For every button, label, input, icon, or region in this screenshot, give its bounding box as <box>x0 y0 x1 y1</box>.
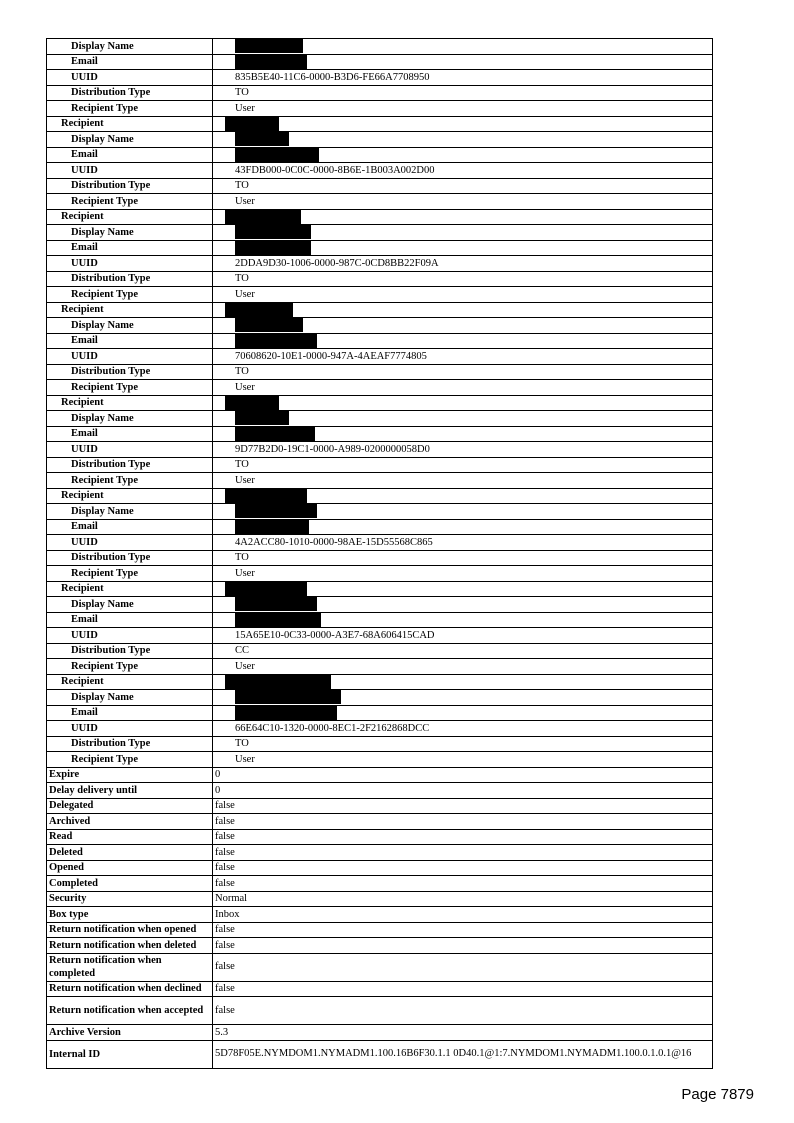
table-row <box>47 488 713 504</box>
table-row <box>47 798 713 814</box>
field-label: Internal ID <box>47 1040 213 1068</box>
redaction-block <box>235 334 317 348</box>
field-value: 43FDB000-0C0C-0000-8B6E-1B003A002D00 <box>213 163 713 179</box>
table-row <box>47 736 713 752</box>
field-label: Delegated <box>47 798 213 814</box>
field-value: 70608620-10E1-0000-947A-4AEAF7774805 <box>213 349 713 365</box>
field-label: Read <box>47 829 213 845</box>
redaction-block <box>225 582 307 596</box>
table-row <box>47 612 713 628</box>
field-label: UUID <box>47 442 213 458</box>
table-row <box>47 411 713 427</box>
field-label: Email <box>47 240 213 256</box>
field-value: TO <box>213 457 713 473</box>
field-value: false <box>213 829 713 845</box>
table-row <box>47 178 713 194</box>
field-value: false <box>213 938 713 954</box>
field-label: Distribution Type <box>47 550 213 566</box>
redaction-block <box>225 396 279 410</box>
table-row <box>47 163 713 179</box>
field-label: Distribution Type <box>47 271 213 287</box>
field-label: Email <box>47 426 213 442</box>
field-label: Recipient Type <box>47 659 213 675</box>
field-value: false <box>213 814 713 830</box>
table-row <box>47 225 713 241</box>
table-row <box>47 132 713 148</box>
field-label: Display Name <box>47 411 213 427</box>
table-row <box>47 953 713 981</box>
field-label: Display Name <box>47 597 213 613</box>
field-label: Recipient <box>47 674 213 690</box>
field-label: Recipient Type <box>47 473 213 489</box>
field-value: User <box>213 752 713 768</box>
redaction-block <box>235 520 309 534</box>
field-value: false <box>213 997 713 1025</box>
table-row <box>47 364 713 380</box>
field-label: Archive Version <box>47 1025 213 1041</box>
table-row <box>47 597 713 613</box>
table-row <box>47 194 713 210</box>
table-row <box>47 240 713 256</box>
table-row <box>47 504 713 520</box>
field-value-redacted <box>213 519 713 535</box>
field-label: UUID <box>47 70 213 86</box>
field-label: Return notification when completed <box>47 953 213 981</box>
properties-table-body <box>47 39 713 1069</box>
table-row <box>47 271 713 287</box>
field-label: Distribution Type <box>47 85 213 101</box>
field-label: Recipient Type <box>47 380 213 396</box>
field-label: Box type <box>47 907 213 923</box>
field-label: Display Name <box>47 132 213 148</box>
table-row <box>47 566 713 582</box>
table-row <box>47 39 713 55</box>
field-value-redacted <box>213 705 713 721</box>
redaction-block <box>235 225 311 239</box>
field-value-redacted <box>213 225 713 241</box>
redaction-block <box>235 132 289 146</box>
field-value: false <box>213 845 713 861</box>
table-row <box>47 783 713 799</box>
field-value-redacted <box>213 674 713 690</box>
field-value: User <box>213 194 713 210</box>
field-value: false <box>213 981 713 997</box>
redaction-block <box>235 39 303 53</box>
field-label: Expire <box>47 767 213 783</box>
table-row <box>47 922 713 938</box>
table-row <box>47 643 713 659</box>
field-label: Return notification when opened <box>47 922 213 938</box>
field-label: Recipient Type <box>47 194 213 210</box>
field-value: 0 <box>213 767 713 783</box>
field-value-redacted <box>213 132 713 148</box>
redaction-block <box>225 210 301 224</box>
field-value-redacted <box>213 116 713 132</box>
table-row <box>47 814 713 830</box>
table-row <box>47 442 713 458</box>
table-row <box>47 659 713 675</box>
field-label: Security <box>47 891 213 907</box>
table-row <box>47 209 713 225</box>
field-label: Distribution Type <box>47 643 213 659</box>
redaction-block <box>235 318 303 332</box>
field-value-redacted <box>213 504 713 520</box>
field-value: TO <box>213 85 713 101</box>
field-value: false <box>213 953 713 981</box>
table-row <box>47 101 713 117</box>
table-row <box>47 473 713 489</box>
field-label: UUID <box>47 163 213 179</box>
field-value-redacted <box>213 690 713 706</box>
redaction-block <box>235 148 319 162</box>
field-value: User <box>213 101 713 117</box>
field-value: 835B5E40-11C6-0000-B3D6-FE66A7708950 <box>213 70 713 86</box>
field-value-redacted <box>213 54 713 70</box>
redaction-block <box>225 489 307 503</box>
redaction-block <box>225 303 293 317</box>
field-value: 2DDA9D30-1006-0000-987C-0CD8BB22F09A <box>213 256 713 272</box>
field-value-redacted <box>213 318 713 334</box>
redaction-block <box>235 597 317 611</box>
field-value: 4A2ACC80-1010-0000-98AE-15D55568C865 <box>213 535 713 551</box>
table-row <box>47 581 713 597</box>
table-row <box>47 116 713 132</box>
field-value: 5D78F05E.NYMDOM1.NYMADM1.100.16B6F30.1.1 0D40.1@1:7.NYMDOM1.NYMADM1.100.0.1.0.1@16 <box>213 1040 713 1068</box>
redaction-block <box>225 675 331 689</box>
page-number: Page 7879 <box>681 1086 754 1103</box>
table-row <box>47 1025 713 1041</box>
table-row <box>47 54 713 70</box>
table-row <box>47 147 713 163</box>
table-row <box>47 519 713 535</box>
field-value-redacted <box>213 426 713 442</box>
field-value: 15A65E10-0C33-0000-A3E7-68A606415CAD <box>213 628 713 644</box>
table-row <box>47 85 713 101</box>
field-label: Display Name <box>47 39 213 55</box>
field-value: false <box>213 876 713 892</box>
field-value-redacted <box>213 612 713 628</box>
field-value-redacted <box>213 411 713 427</box>
field-value-redacted <box>213 39 713 55</box>
field-label: Email <box>47 54 213 70</box>
field-label: Recipient Type <box>47 566 213 582</box>
field-value: TO <box>213 271 713 287</box>
field-label: Recipient <box>47 581 213 597</box>
table-row <box>47 256 713 272</box>
table-row <box>47 426 713 442</box>
field-label: Recipient Type <box>47 287 213 303</box>
redaction-block <box>235 411 289 425</box>
field-label: Display Name <box>47 318 213 334</box>
field-label: Distribution Type <box>47 457 213 473</box>
field-value: TO <box>213 178 713 194</box>
field-value: User <box>213 473 713 489</box>
field-value: false <box>213 922 713 938</box>
field-value: User <box>213 380 713 396</box>
table-row <box>47 457 713 473</box>
field-value: false <box>213 798 713 814</box>
table-row <box>47 845 713 861</box>
table-row <box>47 829 713 845</box>
table-row <box>47 876 713 892</box>
table-row <box>47 70 713 86</box>
field-label: Delay delivery until <box>47 783 213 799</box>
field-value: 0 <box>213 783 713 799</box>
table-row <box>47 997 713 1025</box>
field-value: 5.3 <box>213 1025 713 1041</box>
table-row <box>47 752 713 768</box>
field-value: Normal <box>213 891 713 907</box>
table-row <box>47 907 713 923</box>
field-label: UUID <box>47 349 213 365</box>
field-value: CC <box>213 643 713 659</box>
field-value: 9D77B2D0-19C1-0000-A989-0200000058D0 <box>213 442 713 458</box>
field-label: Return notification when declined <box>47 981 213 997</box>
field-label: Archived <box>47 814 213 830</box>
table-row <box>47 674 713 690</box>
field-value-redacted <box>213 302 713 318</box>
redaction-block <box>235 427 315 441</box>
field-label: Distribution Type <box>47 178 213 194</box>
field-label: Display Name <box>47 690 213 706</box>
field-label: Email <box>47 519 213 535</box>
field-label: Recipient <box>47 488 213 504</box>
table-row <box>47 287 713 303</box>
table-row <box>47 938 713 954</box>
field-value-redacted <box>213 581 713 597</box>
field-value: User <box>213 659 713 675</box>
field-label: Opened <box>47 860 213 876</box>
field-label: Recipient <box>47 116 213 132</box>
redaction-block <box>235 55 307 69</box>
field-value: User <box>213 287 713 303</box>
field-label: Recipient <box>47 209 213 225</box>
field-label: Deleted <box>47 845 213 861</box>
field-label: Return notification when accepted <box>47 997 213 1025</box>
field-value-redacted <box>213 333 713 349</box>
field-label: Recipient Type <box>47 101 213 117</box>
field-label: Display Name <box>47 225 213 241</box>
field-value: TO <box>213 550 713 566</box>
table-row <box>47 767 713 783</box>
field-label: Recipient <box>47 395 213 411</box>
field-value: Inbox <box>213 907 713 923</box>
table-row <box>47 550 713 566</box>
redaction-block <box>235 690 341 704</box>
redaction-block <box>225 117 279 131</box>
table-row <box>47 349 713 365</box>
field-value-redacted <box>213 209 713 225</box>
field-label: UUID <box>47 628 213 644</box>
field-label: UUID <box>47 535 213 551</box>
table-row <box>47 860 713 876</box>
table-row <box>47 981 713 997</box>
field-label: Return notification when deleted <box>47 938 213 954</box>
field-value-redacted <box>213 147 713 163</box>
redaction-block <box>235 504 317 518</box>
field-value-redacted <box>213 597 713 613</box>
field-label: Display Name <box>47 504 213 520</box>
field-value: User <box>213 566 713 582</box>
field-label: Email <box>47 147 213 163</box>
field-label: UUID <box>47 256 213 272</box>
table-row <box>47 705 713 721</box>
field-value: TO <box>213 736 713 752</box>
table-row <box>47 333 713 349</box>
redaction-block <box>235 706 337 720</box>
field-label: Email <box>47 705 213 721</box>
table-row <box>47 535 713 551</box>
field-value: TO <box>213 364 713 380</box>
redaction-block <box>235 613 321 627</box>
field-label: Distribution Type <box>47 364 213 380</box>
table-row <box>47 380 713 396</box>
redaction-block <box>235 241 311 255</box>
field-label: Recipient <box>47 302 213 318</box>
field-value-redacted <box>213 488 713 504</box>
table-row <box>47 318 713 334</box>
field-label: UUID <box>47 721 213 737</box>
field-label: Recipient Type <box>47 752 213 768</box>
table-row <box>47 302 713 318</box>
field-label: Email <box>47 333 213 349</box>
field-value: false <box>213 860 713 876</box>
field-label: Distribution Type <box>47 736 213 752</box>
table-row <box>47 690 713 706</box>
table-row <box>47 1040 713 1068</box>
field-label: Email <box>47 612 213 628</box>
field-value: 66E64C10-1320-0000-8EC1-2F2162868DCC <box>213 721 713 737</box>
field-value-redacted <box>213 395 713 411</box>
table-row <box>47 721 713 737</box>
properties-table <box>46 38 713 1069</box>
table-row <box>47 891 713 907</box>
field-value-redacted <box>213 240 713 256</box>
table-row <box>47 628 713 644</box>
table-row <box>47 395 713 411</box>
field-label: Completed <box>47 876 213 892</box>
